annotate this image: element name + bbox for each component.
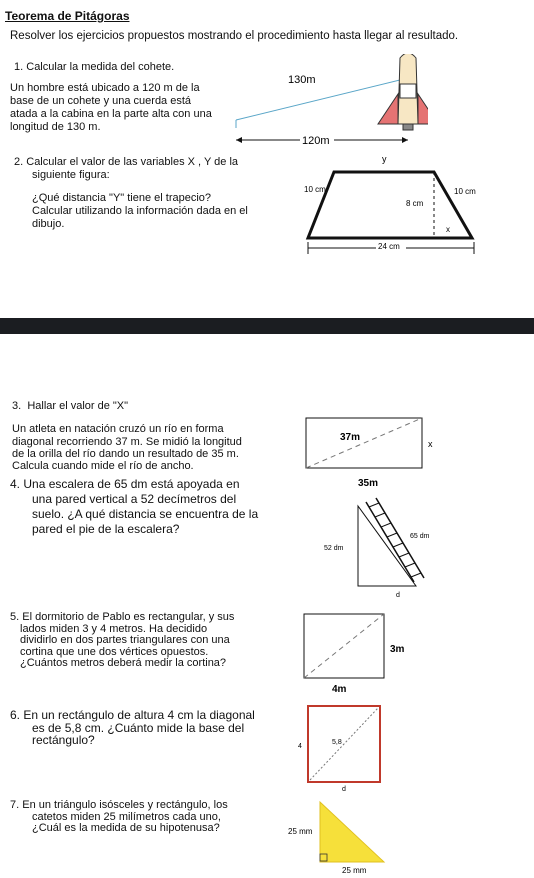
exercise-number: 7. [10, 799, 20, 811]
exercise-line: Calcular utilizando la información dada en el [32, 205, 248, 217]
ladder-figure [318, 494, 448, 600]
exercise-line: Una escalera de 65 dm está apoyada en [23, 477, 240, 491]
exercise-line: El dormitorio de Pablo es rectangular, y sus [22, 611, 235, 623]
exercise-number: 2. [14, 156, 24, 168]
exercise-4 [10, 477, 288, 537]
river-figure [300, 414, 450, 492]
page-subtitle: Resolver los ejercicios propuestos mostrando el procedimiento hasta llegar al resultado. [10, 30, 459, 42]
room-side-label: 3m [390, 644, 405, 655]
trapezoid-x-label: x [446, 225, 450, 234]
ladder-icon [366, 498, 424, 582]
rocket-figure [228, 54, 428, 154]
river-base-label: 35m [358, 478, 379, 489]
ladder-length-label: 65 dm [410, 533, 430, 540]
exercise-7 [10, 800, 282, 835]
exercise-number: 4. [10, 477, 21, 491]
exercise-line: Calcular el valor de las variables X , Y de la [26, 156, 239, 168]
trapezoid-mid-label: 8 cm [406, 199, 424, 208]
exercise-heading: Hallar el valor de "X" [27, 400, 129, 412]
rocket-icon [378, 54, 428, 130]
exercise-line: atada a la cabina en la parte alta con una [10, 108, 212, 120]
exercise-line: ¿Cuántos metros deberá medir la cortina? [20, 657, 227, 669]
rectangle-base-label: d [342, 786, 346, 792]
exercise-line: diagonal recorriendo 37 m. Se midió la longitud [12, 436, 242, 448]
exercise-6 [10, 709, 282, 747]
exercise-line: Calcula cuando mide el río de ancho. [12, 460, 194, 472]
exercise-line: En un triángulo isósceles y rectángulo, los [22, 799, 228, 811]
ladder-wall-label: 52 dm [324, 545, 344, 552]
exercise-5 [10, 612, 262, 670]
exercise-2 [10, 156, 292, 231]
exercise-line: ¿Qué distancia "Y" tiene el trapecio? [32, 192, 212, 204]
exercise-line: suelo. ¿A qué distancia se encuentra de la [32, 507, 259, 521]
isosceles-base-label: 25 mm [342, 866, 367, 875]
exercise-line: dividirlo en dos partes triangulares con una [20, 634, 230, 646]
isosceles-vertical-label: 25 mm [288, 827, 313, 836]
exercise-line: En un rectángulo de altura 4 cm la diagonal [23, 708, 255, 722]
river-x-label: x [428, 439, 433, 449]
exercise-line: cortina que une dos vértices opuestos. [20, 645, 209, 658]
exercise-line: de la orilla del río dando un resultado de 35 m. [12, 448, 239, 460]
rectangle-diagonal-label: 5,8 [332, 739, 342, 746]
rectangle-figure [284, 702, 388, 792]
exercise-line: rectángulo? [32, 733, 95, 747]
exercise-line: es de 5,8 cm. ¿Cuánto mide la base del [32, 720, 245, 735]
exercise-line: siguiente figura: [32, 169, 110, 181]
exercise-number: 5. [10, 611, 20, 623]
trapezoid-figure [296, 152, 492, 256]
exercise-1 [10, 61, 242, 134]
section-divider [0, 318, 534, 334]
exercise-number: 1. [14, 61, 24, 73]
trapezoid-base-label: 24 cm [378, 242, 400, 251]
rocket-base-label: 120m [302, 135, 330, 147]
isosceles-figure [284, 800, 394, 876]
room-figure [296, 610, 426, 696]
rocket-hyp-label: 130m [288, 74, 316, 86]
exercise-line: lados miden 3 y 4 metros. Ha decidido [20, 622, 208, 635]
exercise-line: catetos miden 25 milímetros cada uno, [32, 810, 221, 823]
exercise-line: base de un cohete y una cuerda está [10, 95, 192, 107]
exercise-line: pared el pie de la escalera? [32, 522, 180, 536]
rectangle-height-label: 4 [298, 743, 302, 750]
river-diagonal-label: 37m [340, 432, 361, 443]
exercise-line: longitud de 130 m. [10, 121, 101, 133]
exercise-line: una pared vertical a 52 decímetros del [32, 492, 237, 506]
exercise-line: Un hombre está ubicado a 120 m de la [10, 82, 200, 94]
exercise-number: 6. [10, 708, 21, 722]
exercise-3 [12, 400, 292, 473]
exercise-line: Un atleta en natación cruzó un río en forma [12, 423, 224, 435]
exercise-line: Calcular la medida del cohete. [26, 61, 175, 73]
trapezoid-left-label: 10 cm [304, 185, 326, 194]
page-title: Teorema de Pitágoras [5, 9, 130, 23]
ladder-base-label: d [396, 592, 400, 599]
room-base-label: 4m [332, 684, 347, 695]
exercise-number: 3. [12, 400, 22, 412]
exercise-line: ¿Cuál es la medida de su hipotenusa? [32, 822, 220, 834]
exercise-line: dibujo. [32, 218, 65, 230]
trapezoid-right-label: 10 cm [454, 187, 476, 196]
trapezoid-y-label: y [382, 154, 387, 164]
